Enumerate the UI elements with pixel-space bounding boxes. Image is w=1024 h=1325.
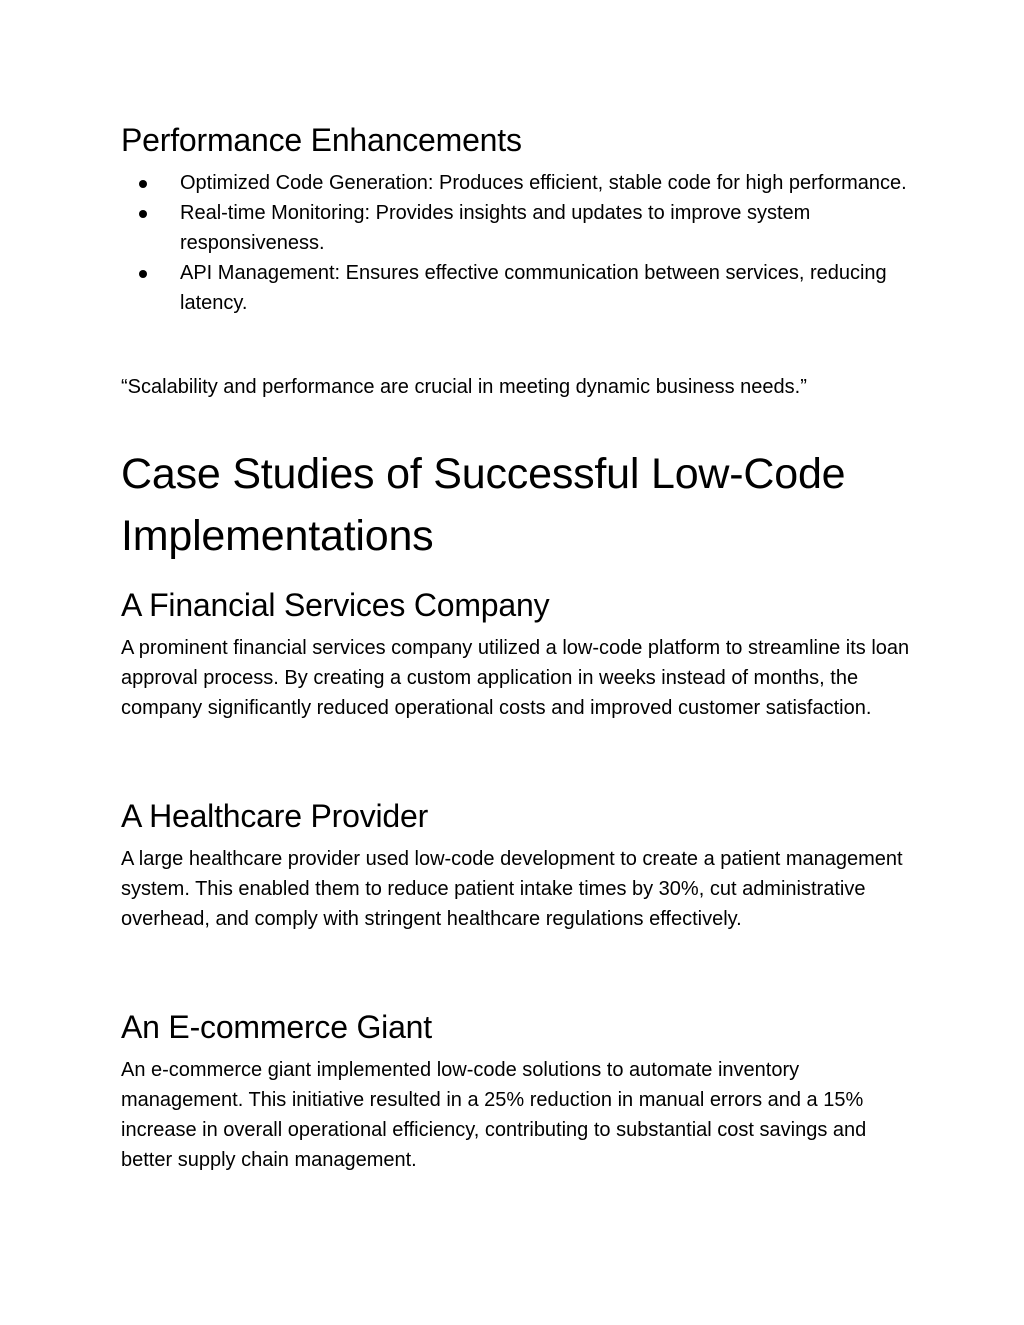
section-heading-ecommerce: An E-commerce Giant (121, 1009, 432, 1045)
bullet-text: API Management: Ensures effective communication between services, reducing latency. (180, 262, 887, 314)
performance-heading: Performance Enhancements (121, 122, 522, 158)
section-heading-financial: A Financial Services Company (121, 587, 550, 623)
bullet-icon (139, 180, 147, 188)
list-item (121, 198, 911, 258)
performance-bullet-list (121, 168, 911, 318)
section-body-financial: A prominent financial services company utilized a low-code platform to streamline its loan approval process. By creating a custom application in weeks instead of months, the company significantly reduced operational costs and improved customer satisfaction. (121, 637, 910, 719)
bullet-text: Real-time Monitoring: Provides insights and updates to improve system responsiveness. (180, 202, 811, 254)
bullet-text: Optimized Code Generation: Produces efficient, stable code for high performance. (180, 172, 907, 194)
bullet-icon (139, 210, 147, 218)
section-body-ecommerce: An e-commerce giant implemented low-code solutions to automate inventory management. This initiative resulted in a 25% reduction in manual errors and a 15% increase in overall operational efficiency, contributing to substantial cost savings and better supply chain management. (121, 1059, 867, 1171)
list-item (121, 258, 911, 318)
list-item (121, 168, 911, 198)
case-studies-title: Case Studies of Successful Low-Code Implementations (121, 450, 846, 560)
section-body-healthcare: A large healthcare provider used low-code development to create a patient management system. This enabled them to reduce patient intake times by 30%, cut administrative overhead, and comply with stringent healthcare regulations effectively. (121, 848, 903, 930)
performance-quote: “Scalability and performance are crucial in meeting dynamic business needs.” (121, 376, 807, 398)
bullet-icon (139, 270, 147, 278)
section-heading-healthcare: A Healthcare Provider (121, 798, 429, 834)
